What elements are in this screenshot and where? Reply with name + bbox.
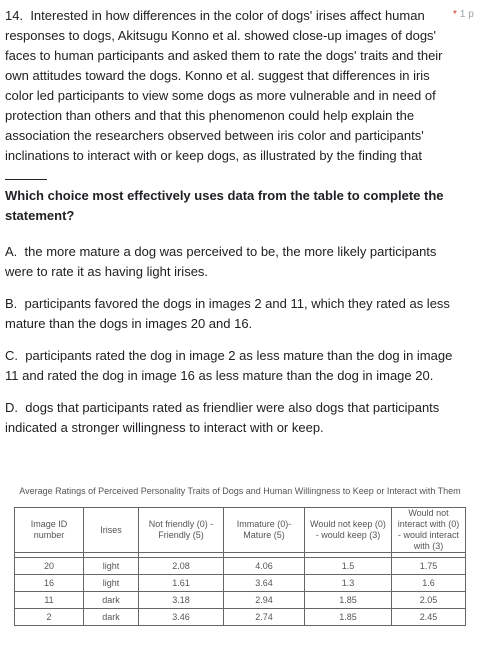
header-irises: Irises (84, 508, 139, 553)
cell-friendly: 3.18 (139, 592, 224, 609)
choice-a-text: the more mature a dog was perceived to be, the more likely participants were to rate it as having light irises. (5, 244, 437, 279)
cell-keep: 1.85 (305, 592, 392, 609)
cell-image-id: 11 (15, 592, 84, 609)
cell-image-id: 16 (15, 575, 84, 592)
data-table (14, 507, 466, 626)
required-star: * (453, 9, 457, 20)
choice-a[interactable] (5, 242, 455, 282)
table-row (15, 609, 466, 626)
answer-choices (5, 242, 455, 450)
header-friendly: Not friendly (0) - Friendly (5) (139, 508, 224, 553)
cell-friendly: 3.46 (139, 609, 224, 626)
choice-b[interactable] (5, 294, 455, 334)
choice-b-text: participants favored the dogs in images 2 and 11, which they rated as less mature than the dogs in images 20 and 16. (5, 296, 450, 331)
question-block (5, 6, 453, 226)
cell-keep: 1.85 (305, 609, 392, 626)
header-interact: Would not interact with (0) - would interact with (3) (392, 508, 466, 553)
header-keep: Would not keep (0) - would keep (3) (305, 508, 392, 553)
cell-image-id: 2 (15, 609, 84, 626)
cell-interact: 1.6 (392, 575, 466, 592)
cell-mature: 3.64 (224, 575, 305, 592)
choice-d-letter: D. (5, 400, 18, 415)
required-points-marker (453, 8, 474, 22)
table-row (15, 575, 466, 592)
cell-irises: light (84, 558, 139, 575)
choice-d-text: dogs that participants rated as friendlier were also dogs that participants indicated a stronger willingness to interact with or keep. (5, 400, 440, 435)
choice-a-letter: A. (5, 244, 18, 259)
cell-keep: 1.5 (305, 558, 392, 575)
cell-irises: dark (84, 592, 139, 609)
header-image-id: Image ID number (15, 508, 84, 553)
cell-mature: 2.94 (224, 592, 305, 609)
cell-interact: 1.75 (392, 558, 466, 575)
question-stem (5, 6, 453, 186)
table-header-row (15, 508, 466, 553)
question-text: Interested in how differences in the color of dogs' irises affect human responses to dogs, Akitsugu Konno et al. showed close-up images of dogs' faces to human participants and asked them to rate the dogs' traits and their own attitudes toward the dogs. Konno et al. suggest that differences in iris color led participants to view some dogs as more vulnerable and in need of protection than others and that this phenomenon could help explain the association the researchers observed between iris color and participants' inclinations to interact with or keep dogs, as illustrated by the finding that (5, 8, 443, 163)
cell-interact: 2.05 (392, 592, 466, 609)
cell-irises: dark (84, 609, 139, 626)
cell-image-id: 20 (15, 558, 84, 575)
points-label: 1 p (459, 9, 474, 20)
choice-b-letter: B. (5, 296, 18, 311)
choice-c-text: participants rated the dog in image 2 as less mature than the dog in image 11 and rated the dog in image 16 as less mature than the dog in image 20. (5, 348, 453, 383)
table-row (15, 558, 466, 575)
choice-c[interactable] (5, 346, 455, 386)
question-number: 14. (5, 8, 24, 23)
choice-c-letter: C. (5, 348, 18, 363)
cell-irises: light (84, 575, 139, 592)
question-prompt: Which choice most effectively uses data from the table to complete the statement? (5, 188, 444, 223)
choice-d[interactable] (5, 398, 455, 438)
cell-keep: 1.3 (305, 575, 392, 592)
cell-mature: 4.06 (224, 558, 305, 575)
table-row (15, 592, 466, 609)
cell-interact: 2.45 (392, 609, 466, 626)
cell-friendly: 2.08 (139, 558, 224, 575)
data-table-figure (14, 486, 466, 626)
table-title: Average Ratings of Perceived Personality Traits of Dogs and Human Willingness to Keep or Interact with Them (19, 486, 461, 496)
cell-mature: 2.74 (224, 609, 305, 626)
cell-friendly: 1.61 (139, 575, 224, 592)
header-mature: Immature (0)-Mature (5) (224, 508, 305, 553)
answer-blank (5, 167, 47, 180)
